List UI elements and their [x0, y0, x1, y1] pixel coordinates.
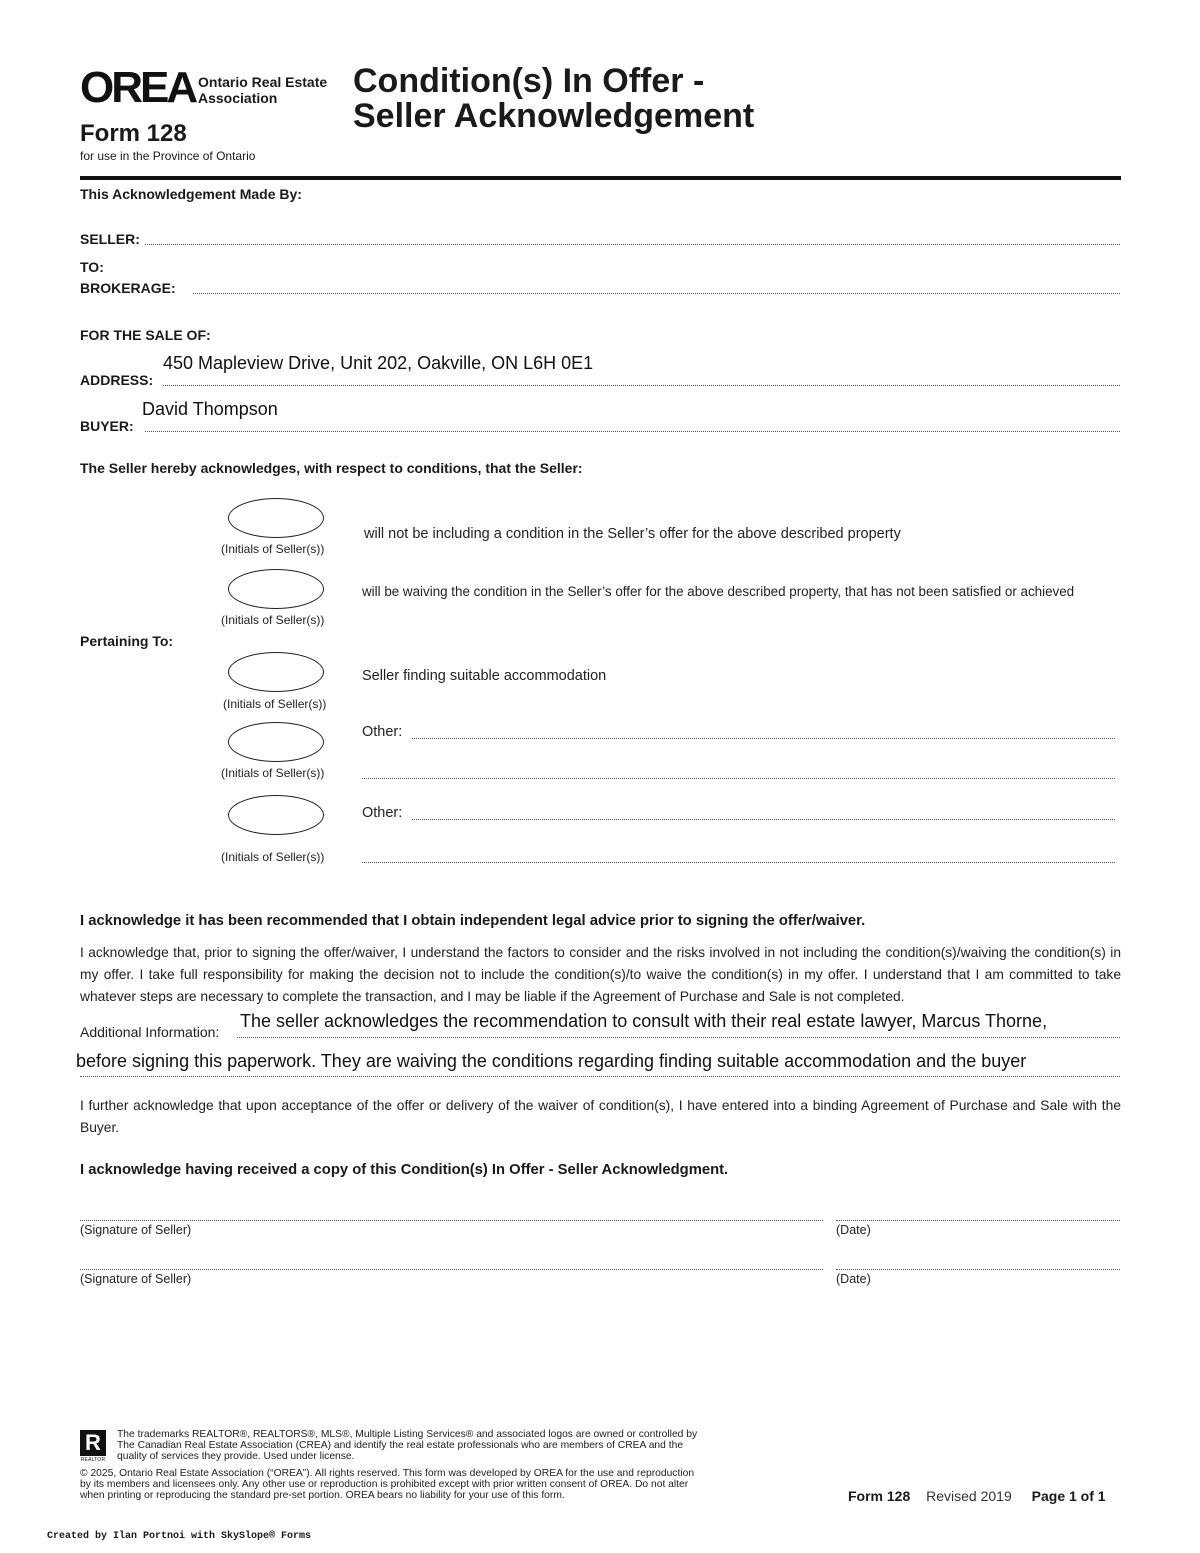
- title-line1: Condition(s) In Offer -: [353, 62, 705, 100]
- title-line2: Seller Acknowledgement: [353, 97, 755, 135]
- footer-form-info: [848, 1488, 1106, 1504]
- legal-paragraph: I acknowledge that, prior to signing the offer/waiver, I understand the factors to consider and the risks involved in not including the condition(s)/waiving the condition(s) in my offer. I take full responsibility for making the decision not to include the condition(s)/to waive the condition(s) in my offer. I understand that I am committed to take whatever steps are necessary to complete the transaction, and I may be liable if the Agreement of Purchase and Sale is not completed.: [80, 945, 1121, 1004]
- form-subtitle: for use in the Province of Ontario: [80, 149, 256, 163]
- initials-caption-5: (Initials of Seller(s)): [221, 850, 325, 864]
- orea-logo: [80, 63, 196, 112]
- additional-info-line2: before signing this paperwork. They are waiving the conditions regarding finding suitable accommodation and the buyer: [76, 1051, 1027, 1071]
- logo-text-line2: Association: [198, 90, 278, 106]
- trademark-line2: The Canadian Real Estate Association (CREA) and identify the real estate professionals who are members of CREA and the: [117, 1440, 684, 1451]
- brokerage-label: BROKERAGE:: [80, 280, 176, 296]
- trademark-notice: [117, 1429, 697, 1462]
- copyright-line2: by its members and licensees only. Any other use or reproduction is prohibited except with prior written consent of OREA. Do not alter: [80, 1479, 689, 1490]
- buyer-field[interactable]: [145, 418, 1120, 432]
- initials-oval-2[interactable]: [228, 569, 324, 609]
- initials-oval-1[interactable]: [228, 498, 324, 538]
- buyer-label: BUYER:: [80, 418, 134, 434]
- signature-line-2[interactable]: [80, 1259, 823, 1270]
- address-label: ADDRESS:: [80, 372, 154, 388]
- trademark-line1: The trademarks REALTOR®, REALTORS®, MLS®, Multiple Listing Services® and associated logos are owned or controlled by: [117, 1429, 698, 1440]
- made-by-heading: This Acknowledgement Made By:: [80, 186, 302, 202]
- further-paragraph: I further acknowledge that upon acceptance of the offer or delivery of the waiver of condition(s), I have entered into a binding Agreement of Purchase and Sale with the Buyer.: [80, 1098, 1121, 1135]
- initials-oval-4[interactable]: [228, 722, 324, 762]
- footer-page: Page 1 of 1: [1031, 1488, 1106, 1504]
- orea-logo-text: [198, 74, 327, 106]
- trademark-line3: quality of services they provide. Used under license.: [117, 1451, 355, 1462]
- created-by: Created by Ilan Portnoi with SkySlope® Forms: [47, 1531, 312, 1542]
- logo-text-line1: Ontario Real Estate: [198, 74, 328, 90]
- copyright-line1: © 2025, Ontario Real Estate Association (“OREA”). All rights reserved. This form was developed by OREA for the use and reproduction: [80, 1468, 695, 1479]
- conditions-heading: The Seller hereby acknowledges, with respect to conditions, that the Seller:: [80, 460, 583, 476]
- copyright-notice: [80, 1468, 694, 1501]
- initials-caption-1: (Initials of Seller(s)): [221, 542, 325, 556]
- other-label-1: Other:: [362, 724, 403, 740]
- other-field-1b[interactable]: [362, 767, 1115, 779]
- initials-oval-3[interactable]: [228, 652, 324, 692]
- additional-info-line1: The seller acknowledges the recommendation to consult with their real estate lawyer, Marcus Thorne,: [240, 1011, 1048, 1031]
- date-line-2[interactable]: [836, 1259, 1120, 1270]
- form-number: Form 128: [80, 120, 187, 147]
- option-waiving: will be waiving the condition in the Seller’s offer for the above described property, that has not been satisfied or achieved: [362, 584, 1075, 599]
- footer-form-number: Form 128: [848, 1488, 911, 1504]
- other-label-2: Other:: [362, 805, 403, 821]
- copy-heading: I acknowledge having received a copy of this Condition(s) In Offer - Seller Acknowledgment.: [80, 1162, 729, 1178]
- date-line-1[interactable]: [836, 1210, 1120, 1221]
- seller-field[interactable]: [145, 230, 1120, 245]
- other-field-2a[interactable]: [412, 807, 1115, 820]
- sale-heading: FOR THE SALE OF:: [80, 327, 211, 343]
- address-field[interactable]: [163, 372, 1120, 386]
- initials-caption-3: (Initials of Seller(s)): [223, 697, 327, 711]
- brokerage-field[interactable]: [193, 280, 1120, 294]
- signature-caption-1: (Signature of Seller): [80, 1223, 192, 1237]
- realtor-logo-word: REALTOR: [80, 1457, 106, 1463]
- page-title: [353, 64, 754, 134]
- other-field-2b[interactable]: [362, 851, 1115, 863]
- to-label: TO:: [80, 259, 104, 275]
- initials-caption-4: (Initials of Seller(s)): [221, 766, 325, 780]
- pertaining-label: Pertaining To:: [80, 633, 174, 649]
- address-value: 450 Mapleview Drive, Unit 202, Oakville, ON L6H 0E1: [163, 353, 594, 373]
- buyer-value: David Thompson: [142, 399, 278, 419]
- footer-revised: Revised 2019: [926, 1488, 1012, 1504]
- additional-info-label: Additional Information:: [80, 1024, 220, 1040]
- copyright-line3: when printing or reproducing the standard pre-set portion. OREA bears no liability for your use of this form.: [80, 1490, 565, 1501]
- realtor-logo-mark: R: [80, 1430, 106, 1456]
- header-rule: [80, 176, 1121, 180]
- seller-label: SELLER:: [80, 231, 140, 247]
- legal-advice-heading: I acknowledge it has been recommended that I obtain independent legal advice prior to signing the offer/waiver.: [80, 913, 866, 929]
- date-caption-1: (Date): [836, 1223, 871, 1237]
- initials-oval-5[interactable]: [228, 795, 324, 835]
- orea-logo-mark: OREA: [80, 63, 196, 112]
- item-accommodation: Seller finding suitable accommodation: [362, 668, 607, 684]
- initials-caption-2: (Initials of Seller(s)): [221, 613, 325, 627]
- option-not-including: will not be including a condition in the Seller’s offer for the above described property: [364, 526, 901, 542]
- realtor-logo: [80, 1430, 106, 1464]
- other-field-1a[interactable]: [412, 726, 1115, 739]
- signature-line-1[interactable]: [80, 1210, 823, 1221]
- date-caption-2: (Date): [836, 1272, 871, 1286]
- signature-caption-2: (Signature of Seller): [80, 1272, 192, 1286]
